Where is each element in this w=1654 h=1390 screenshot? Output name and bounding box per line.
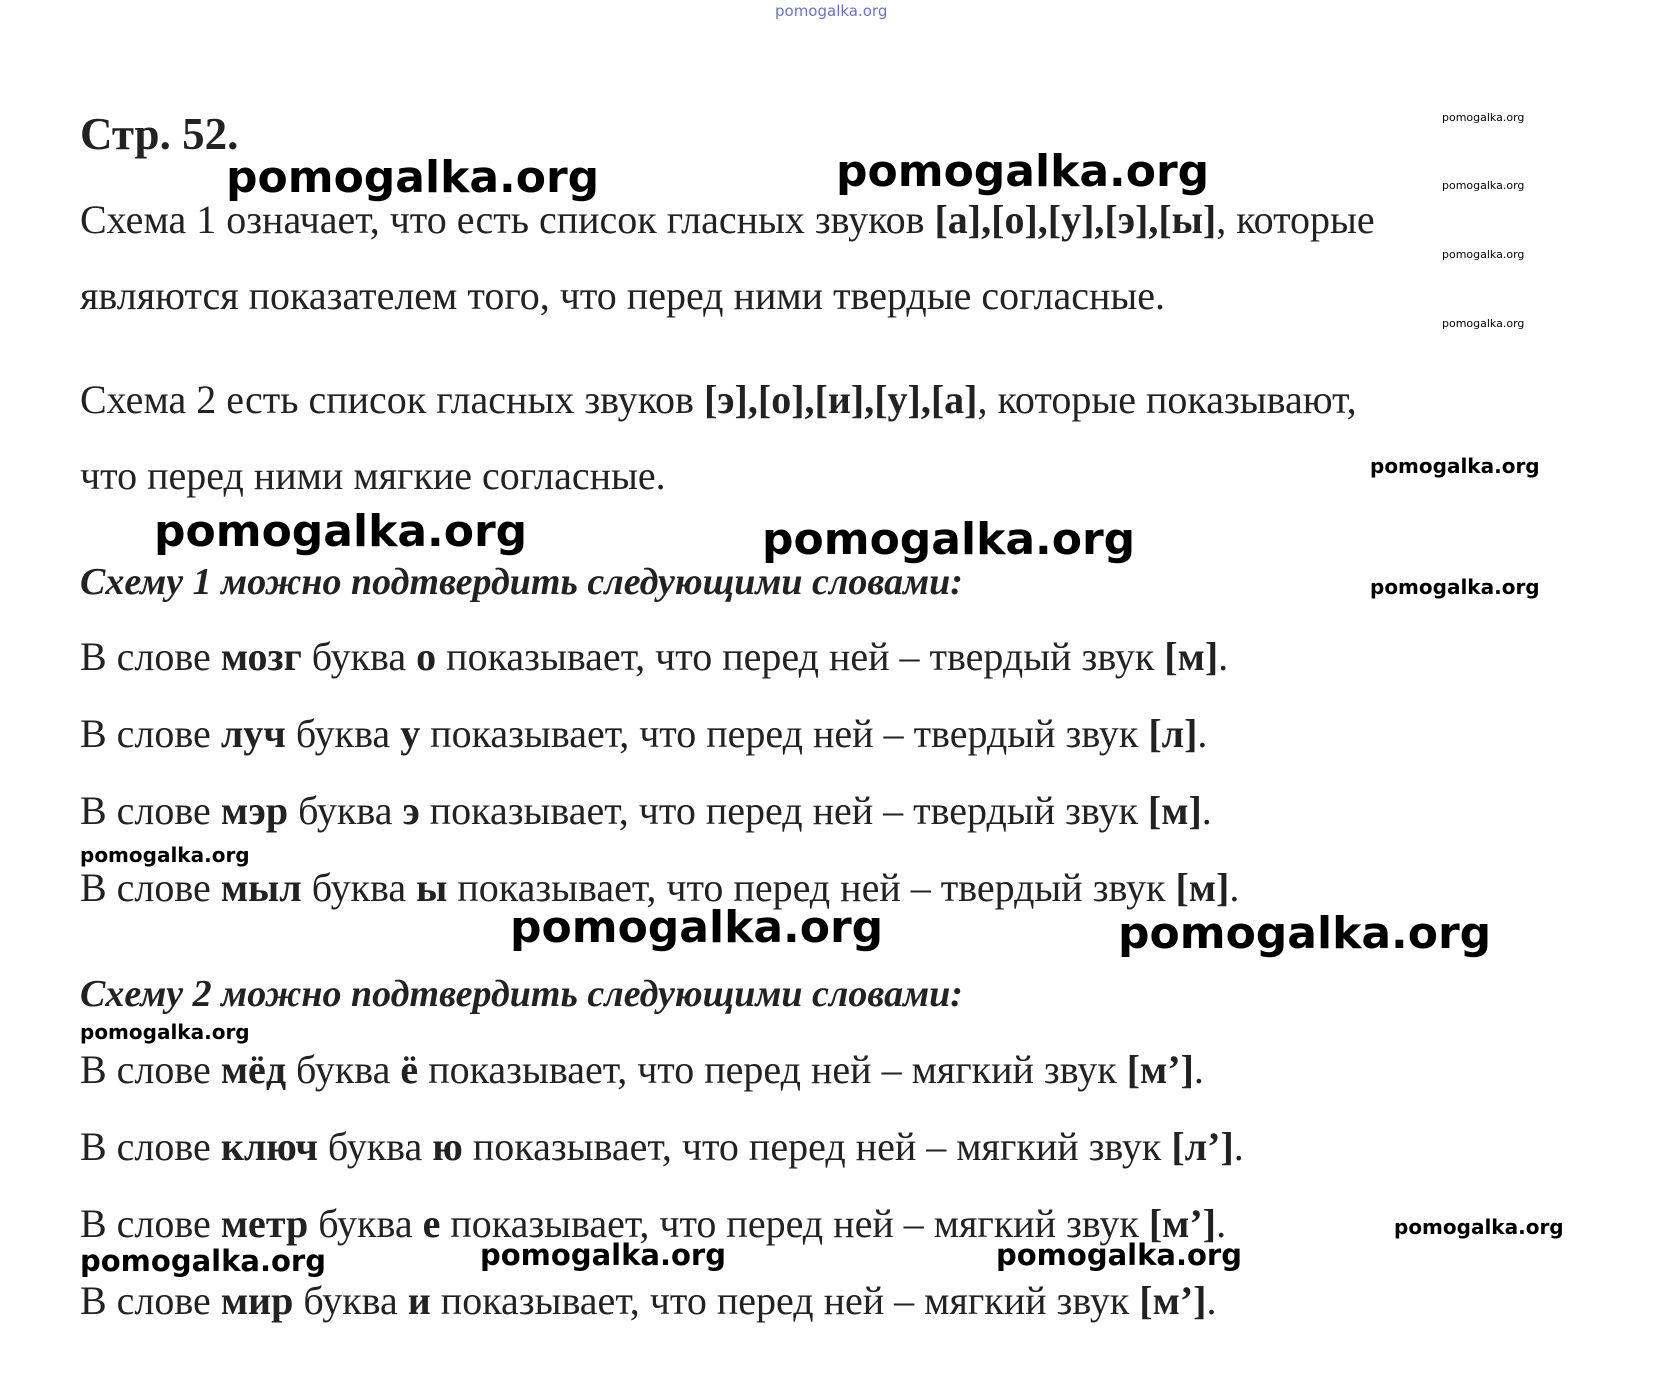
watermark: pomogalka.org	[80, 1244, 326, 1278]
scheme1-heading: Схему 1 можно подтвердить следующими словами:	[80, 561, 963, 603]
example-row: В слове метр буква е показывает, что перед ней – мягкий звук [м’].	[80, 1201, 1227, 1246]
example-row: В слове мыл буква ы показывает, что перед ней – твердый звук [м].	[80, 865, 1240, 910]
example-row: В слове луч буква у показывает, что перед ней – твердый звук [л].	[80, 711, 1208, 756]
vowel-sounds-list: [а],[о],[у],[э],[ы]	[934, 197, 1217, 242]
scheme2-description-line2: что перед ними мягкие согласные.	[80, 453, 666, 498]
scheme1-description-line2: являются показателем того, что перед ними твердые согласные.	[80, 273, 1166, 318]
watermark: pomogalka.org	[226, 152, 600, 203]
watermark: pomogalka.org	[1442, 111, 1525, 124]
watermark: pomogalka.org	[80, 1020, 250, 1044]
scheme2-heading: Схему 2 можно подтвердить следующими словами:	[80, 973, 963, 1015]
example-row: В слове ключ буква ю показывает, что перед ней – мягкий звук [л’].	[80, 1124, 1244, 1169]
vowel-sounds-list: [э],[о],[и],[у],[а]	[703, 377, 978, 422]
page-title: Стр. 52.	[80, 109, 239, 159]
watermark: pomogalka.org	[762, 514, 1136, 565]
watermark: pomogalka.org	[480, 1238, 726, 1272]
scheme2-description-line1: Схема 2 есть список гласных звуков [э],[о],[и],[у],[а], которые показывают,	[80, 377, 1357, 422]
watermark: pomogalka.org	[1442, 317, 1525, 330]
watermark: pomogalka.org	[1118, 908, 1492, 959]
site-watermark-top: pomogalka.org	[775, 2, 888, 20]
watermark: pomogalka.org	[1370, 454, 1540, 478]
scheme1-description-line1: Схема 1 означает, что есть список гласных звуков [а],[о],[у],[э],[ы], которые	[80, 197, 1375, 242]
watermark: pomogalka.org	[154, 506, 528, 557]
watermark: pomogalka.org	[80, 843, 250, 867]
watermark: pomogalka.org	[1442, 179, 1525, 192]
watermark: pomogalka.org	[1370, 575, 1540, 599]
watermark: pomogalka.org	[836, 146, 1210, 197]
watermark: pomogalka.org	[996, 1238, 1242, 1272]
watermark: pomogalka.org	[510, 902, 884, 953]
example-row: В слове мозг буква о показывает, что перед ней – твердый звук [м].	[80, 634, 1229, 679]
example-row: В слове мёд буква ё показывает, что перед ней – мягкий звук [м’].	[80, 1047, 1204, 1092]
watermark: pomogalka.org	[1442, 248, 1525, 261]
watermark: pomogalka.org	[1394, 1215, 1564, 1239]
example-row: В слове мэр буква э показывает, что перед ней – твердый звук [м].	[80, 788, 1212, 833]
example-row: В слове мир буква и показывает, что перед ней – мягкий звук [м’].	[80, 1278, 1217, 1323]
